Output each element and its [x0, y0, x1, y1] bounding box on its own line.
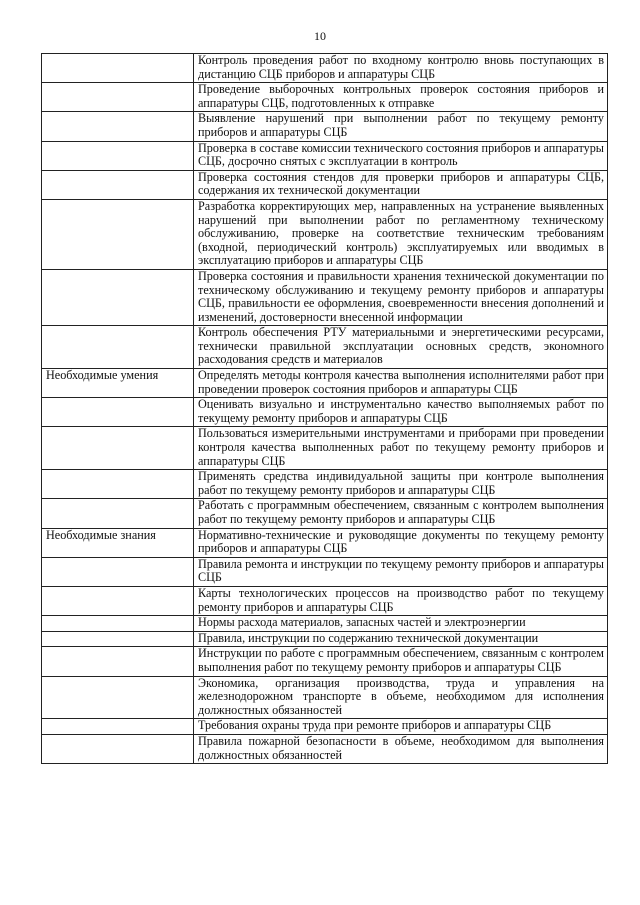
requirement-item: Контроль проведения работ по входному контролю вновь поступающих в дистанцию СЦБ приборов и аппаратуры СЦБ: [194, 54, 608, 83]
table-row: [42, 269, 608, 325]
requirement-item: Требования охраны труда при ремонте приборов и аппаратуры СЦБ: [194, 719, 608, 735]
table-row: [42, 676, 608, 719]
table-row: [42, 557, 608, 586]
section-label-cell: [42, 647, 194, 676]
table-row: [42, 427, 608, 470]
section-label-cell: [42, 470, 194, 499]
requirement-item: Пользоваться измерительными инструментами и приборами при проведении контроля качества выполненных работ по текущему ремонту приборов и аппаратуры СЦБ: [194, 427, 608, 470]
section-label-cell: [42, 199, 194, 269]
requirement-item: Проведение выборочных контрольных проверок состояния приборов и аппаратуры СЦБ, подготовленных к отправке: [194, 83, 608, 112]
table-row: [42, 631, 608, 647]
requirement-item: Разработка корректирующих мер, направленных на устранение выявленных нарушений при выполнении работ по регламентному техническому обслуживанию, проверке на соответствие техническим требованиям (входной, периодический контроль) эксплуатируемых или вводимых в эксплуатацию приборов и аппаратуры СЦБ: [194, 199, 608, 269]
requirement-item: Нормы расхода материалов, запасных частей и электроэнергии: [194, 616, 608, 632]
requirement-item: Инструкции по работе с программным обеспечением, связанным с контролем выполнения работ по текущему ремонту приборов и аппаратуры СЦБ: [194, 647, 608, 676]
section-label-cell: [42, 734, 194, 763]
section-label-cell: [42, 141, 194, 170]
table-row: [42, 326, 608, 369]
requirement-item: Определять методы контроля качества выполнения исполнителями работ при проведении проверок состояния приборов и аппаратуры СЦБ: [194, 369, 608, 398]
table-row: [42, 719, 608, 735]
table-row: [42, 170, 608, 199]
table-row: [42, 499, 608, 528]
section-label-cell: [42, 586, 194, 615]
section-label-cell: [42, 499, 194, 528]
requirement-item: Экономика, организация производства, труда и управления на железнодорожном транспорте в объеме, необходимом для исполнения должностных обязанностей: [194, 676, 608, 719]
section-label-cell: [42, 616, 194, 632]
requirement-item: Нормативно-технические и руководящие документы по текущему ремонту приборов и аппаратуры СЦБ: [194, 528, 608, 557]
table-row: [42, 734, 608, 763]
section-label-cell: [42, 269, 194, 325]
section-label: Необходимые знания: [42, 528, 194, 557]
table-row: [42, 199, 608, 269]
section-label-cell: [42, 557, 194, 586]
requirement-item: Применять средства индивидуальной защиты при контроле выполнения работ по текущему ремонту приборов и аппаратуры СЦБ: [194, 470, 608, 499]
section-label-cell: [42, 326, 194, 369]
table-row: [42, 369, 608, 398]
table-row: [42, 83, 608, 112]
table-row: [42, 398, 608, 427]
requirement-item: Правила пожарной безопасности в объеме, необходимом для выполнения должностных обязанностей: [194, 734, 608, 763]
requirement-item: Проверка в составе комиссии технического состояния приборов и аппаратуры СЦБ, досрочно снятых с эксплуатации в контроль: [194, 141, 608, 170]
section-label-cell: [42, 112, 194, 141]
section-label-cell: [42, 719, 194, 735]
table-row: [42, 470, 608, 499]
requirement-item: Правила ремонта и инструкции по текущему ремонту приборов и аппаратуры СЦБ: [194, 557, 608, 586]
section-label-cell: [42, 398, 194, 427]
requirement-item: Работать с программным обеспечением, связанным с контролем выполнения работ по текущему ремонту приборов и аппаратуры СЦБ: [194, 499, 608, 528]
requirement-item: Выявление нарушений при выполнении работ по текущему ремонту приборов и аппаратуры СЦБ: [194, 112, 608, 141]
requirement-item: Оценивать визуально и инструментально качество выполняемых работ по текущему ремонту приборов и аппаратуры СЦБ: [194, 398, 608, 427]
table-row: [42, 141, 608, 170]
section-label: Необходимые умения: [42, 369, 194, 398]
requirement-item: Проверка состояния стендов для проверки приборов и аппаратуры СЦБ, содержания их технической документации: [194, 170, 608, 199]
section-label-cell: [42, 676, 194, 719]
table-row: [42, 647, 608, 676]
table-row: [42, 54, 608, 83]
page-number: 10: [314, 29, 326, 43]
table-row: [42, 586, 608, 615]
table-row: [42, 616, 608, 632]
table-row: [42, 528, 608, 557]
section-label-cell: [42, 170, 194, 199]
table-row: [42, 112, 608, 141]
section-label-cell: [42, 427, 194, 470]
requirement-item: Контроль обеспечения РТУ материальными и энергетическими ресурсами, технически правильной эксплуатации основных средств, экономного расходования средств и материалов: [194, 326, 608, 369]
section-label-cell: [42, 631, 194, 647]
requirements-table: [41, 53, 608, 764]
requirement-item: Правила, инструкции по содержанию технической документации: [194, 631, 608, 647]
requirement-item: Проверка состояния и правильности хранения технической документации по техническому обслуживанию и текущему ремонту приборов и аппаратуры СЦБ, правильности ее оформления, своевременности внесения дополнений и изменений, достоверности внесенной информации: [194, 269, 608, 325]
requirement-item: Карты технологических процессов на производство работ по текущему ремонту приборов и аппаратуры СЦБ: [194, 586, 608, 615]
section-label: [42, 54, 194, 83]
section-label-cell: [42, 83, 194, 112]
